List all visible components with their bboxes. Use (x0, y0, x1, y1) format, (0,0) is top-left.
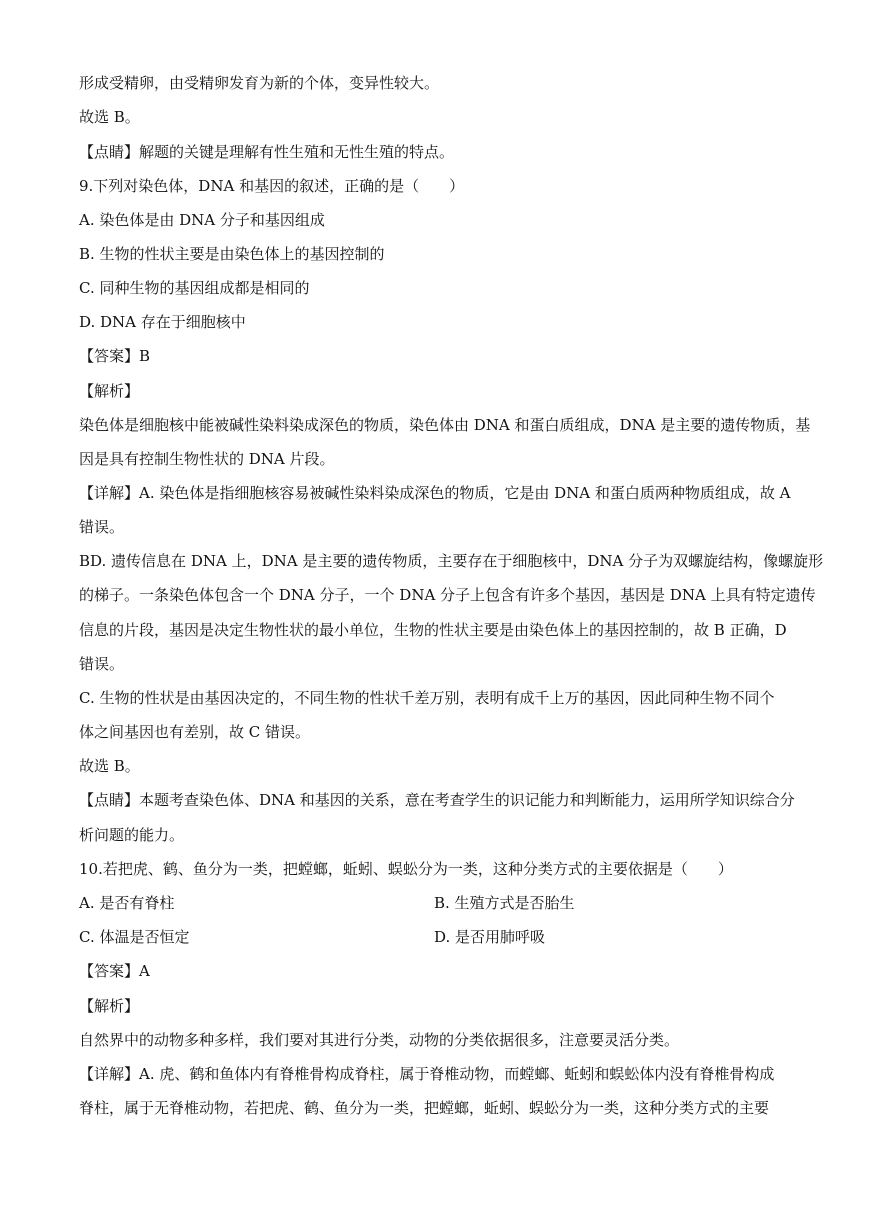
question-9-option-b: B. 生物的性状主要是由染色体上的基因控制的 (79, 245, 385, 263)
question-10-option-a: A. 是否有脊柱 (79, 894, 175, 912)
analysis-label: 【解析】 (79, 997, 140, 1015)
question-10-stem: 10.若把虎、鹤、鱼分为一类，把螳螂，蚯蚓、蜈蚣分为一类，这种分类方式的主要依据是（ ） (79, 860, 733, 878)
text-line: 错误。 (79, 655, 125, 673)
question-9-option-c: C. 同种生物的基因组成都是相同的 (79, 279, 310, 297)
text-line: 【点睛】解题的关键是理解有性生殖和无性生殖的特点。 (79, 143, 455, 161)
text-line: 脊柱，属于无脊椎动物，若把虎、鹤、鱼分为一类，把螳螂，蚯蚓、蜈蚣分为一类，这种分类方式的主要 (79, 1099, 770, 1117)
question-9-option-a: A. 染色体是由 DNA 分子和基因组成 (79, 211, 325, 229)
text-line: 故选 B。 (79, 108, 140, 126)
analysis-label: 【解析】 (79, 382, 140, 400)
question-10-option-c: C. 体温是否恒定 (79, 928, 190, 946)
text-line: 的梯子。一条染色体包含一个 DNA 分子，一个 DNA 分子上包含有许多个基因，基因是 DNA 上具有特定遗传 (79, 586, 816, 604)
text-line: 形成受精卵，由受精卵发育为新的个体，变异性较大。 (79, 74, 440, 92)
question-10-option-b: B. 生殖方式是否胎生 (434, 894, 575, 912)
question-9-stem: 9.下列对染色体，DNA 和基因的叙述，正确的是（ ） (79, 177, 465, 195)
detail-label-line: 【详解】A. 染色体是指细胞核容易被碱性染料染成深色的物质，它是由 DNA 和蛋白质两种物质组成，故 A (79, 484, 791, 502)
text-line: 析问题的能力。 (79, 826, 185, 844)
text-line: 信息的片段，基因是决定生物性状的最小单位，生物的性状主要是由染色体上的基因控制的，故 B 正确，D (79, 621, 787, 639)
answer-label: 【答案】B (79, 347, 151, 365)
text-line: C. 生物的性状是由基因决定的，不同生物的性状千差万别，表明有成千上万的基因，因此同种生物不同个 (79, 689, 775, 707)
detail-label-line: 【详解】A. 虎、鹤和鱼体内有脊椎骨构成脊柱，属于脊椎动物，而螳螂、蚯蚓和蜈蚣体内没有脊椎骨构成 (79, 1065, 775, 1083)
text-line: 因是具有控制生物性状的 DNA 片段。 (79, 450, 335, 468)
text-line: 染色体是细胞核中能被碱性染料染成深色的物质，染色体由 DNA 和蛋白质组成，DNA 是主要的遗传物质，基 (79, 416, 811, 434)
comment-label-line: 【点睛】本题考查染色体、DNA 和基因的关系，意在考查学生的识记能力和判断能力，运用所学知识综合分 (79, 791, 795, 809)
question-10-option-d: D. 是否用肺呼吸 (434, 928, 546, 946)
text-line: BD. 遗传信息在 DNA 上，DNA 是主要的遗传物质，主要存在于细胞核中，DNA 分子为双螺旋结构，像螺旋形 (79, 552, 824, 570)
text-line: 故选 B。 (79, 757, 140, 775)
question-9-option-d: D. DNA 存在于细胞核中 (79, 313, 246, 331)
answer-label: 【答案】A (79, 962, 150, 980)
text-line: 自然界中的动物多种多样，我们要对其进行分类，动物的分类依据很多，注意要灵活分类。 (79, 1031, 680, 1049)
text-line: 体之间基因也有差别，故 C 错误。 (79, 723, 311, 741)
text-line: 错误。 (79, 518, 125, 536)
